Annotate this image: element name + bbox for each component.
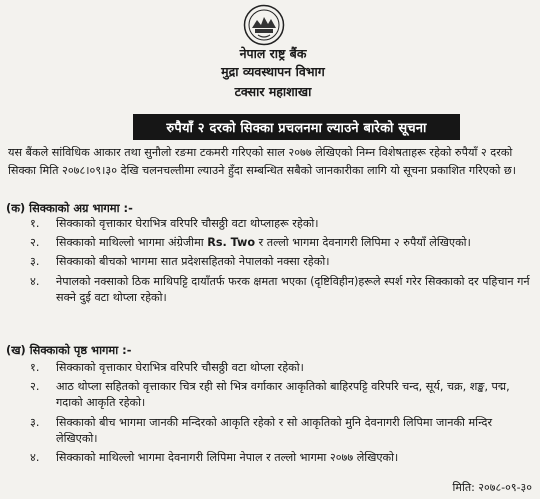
item-text: सिक्काको माथिल्लो भागमा देवनागरी लिपिमा नेपाल र तल्लो भागमा २०७७ लेखिएको। — [56, 451, 399, 465]
item-text: सिक्काको बीचको भागमा सात प्रदेशसहितको नेपालको नक्सा रहेको। — [56, 255, 330, 269]
notice-date: मिति: २०७८-०९-३० — [452, 481, 532, 494]
section-b-heading: (ख) सिक्काको पृष्ठ भागमा :- — [6, 343, 132, 357]
item-text: सिक्काको बीच भागमा जानकी मन्दिरको आकृति रहेको र सो आकृतिको मुनि देवनागरी लिपिमा जानकी मन्दिर लेखिएको। — [56, 415, 493, 445]
item-number: ३. — [30, 415, 40, 429]
item-text — [56, 236, 471, 249]
org-name: नेपाल राष्ट्र बैंक — [239, 46, 307, 61]
item-number: ३. — [30, 255, 40, 269]
section-b-list — [0, 360, 532, 469]
section-a-list — [0, 216, 532, 309]
item-number: २. — [30, 236, 40, 250]
list-item — [0, 360, 532, 376]
department-name: मुद्रा व्यवस्थापन विभाग — [221, 64, 325, 79]
item-text-pre: सिक्काको माथिल्लो भागमा अंग्रेजीमा — [56, 236, 204, 250]
item-number: १. — [30, 217, 40, 230]
section-a-heading: (क) सिक्काको अग्र भागमा :- — [6, 201, 133, 215]
list-item — [0, 216, 532, 232]
intro-paragraph: यस बैंकले सांविधिक आकार तथा सुनौलो रङमा टकमरी गरिएको साल २०७७ लेखिएको निम्न विशेषताहरू रहेको रुपैयाँ २ दरको सिक्का मिति २०७८।०९।३० देखि चलनचल्तीमा ल्याउने हुँदा सम्बन्धित सबैको जानकारीका लागि यो सूचना प्रकाशित गरिएको छ। — [8, 146, 516, 177]
item-text-bold: Rs. Two — [207, 236, 256, 250]
item-text: नेपालको नक्साको ठिक माथिपट्टि दायाँतर्फ फरक क्षमता भएका (दृष्टिविहीन)हरूले स्पर्श गरेर सिक्काको दर पहिचान गर्न सक्ने दुई वटा थोप्ला रहेको। — [56, 274, 530, 304]
list-item — [0, 379, 532, 411]
list-item — [0, 235, 532, 251]
list-item — [0, 450, 532, 466]
item-number: २. — [30, 380, 40, 394]
item-text-post: र तल्लो भागमा देवनागरी लिपिमा २ रुपैयाँ लेखिएको। — [258, 236, 471, 250]
item-number: ४. — [30, 451, 40, 465]
list-item — [0, 274, 532, 306]
item-text: सिक्काको वृत्ताकार घेराभित्र वरिपरि चौसठ्ठी वटा थोप्ला रहेको। — [56, 361, 304, 374]
item-number: १. — [30, 361, 40, 374]
item-number: ४. — [30, 274, 40, 288]
item-text: सिक्काको वृत्ताकार घेराभित्र वरिपरि चौसठ्ठी वटा थोप्लाहरू रहेको। — [56, 217, 319, 230]
nepal-rastra-bank-logo — [243, 4, 285, 46]
list-item — [0, 415, 532, 447]
list-item — [0, 254, 532, 270]
notice-title: रुपैयाँ २ दरको सिक्का प्रचलनमा ल्याउने बारेको सूचना — [133, 114, 460, 140]
item-text: आठ थोप्ला सहितको वृत्ताकार चित्र रही सो भित्र वर्गाकार आकृतिको बाहिरपट्टि वरिपरि चन्द, सूर्य, चक्र, शङ्ख, पद्म, गदाको आकृति रहेको। — [56, 380, 510, 410]
division-name: टक्सार महाशाखा — [234, 84, 312, 99]
